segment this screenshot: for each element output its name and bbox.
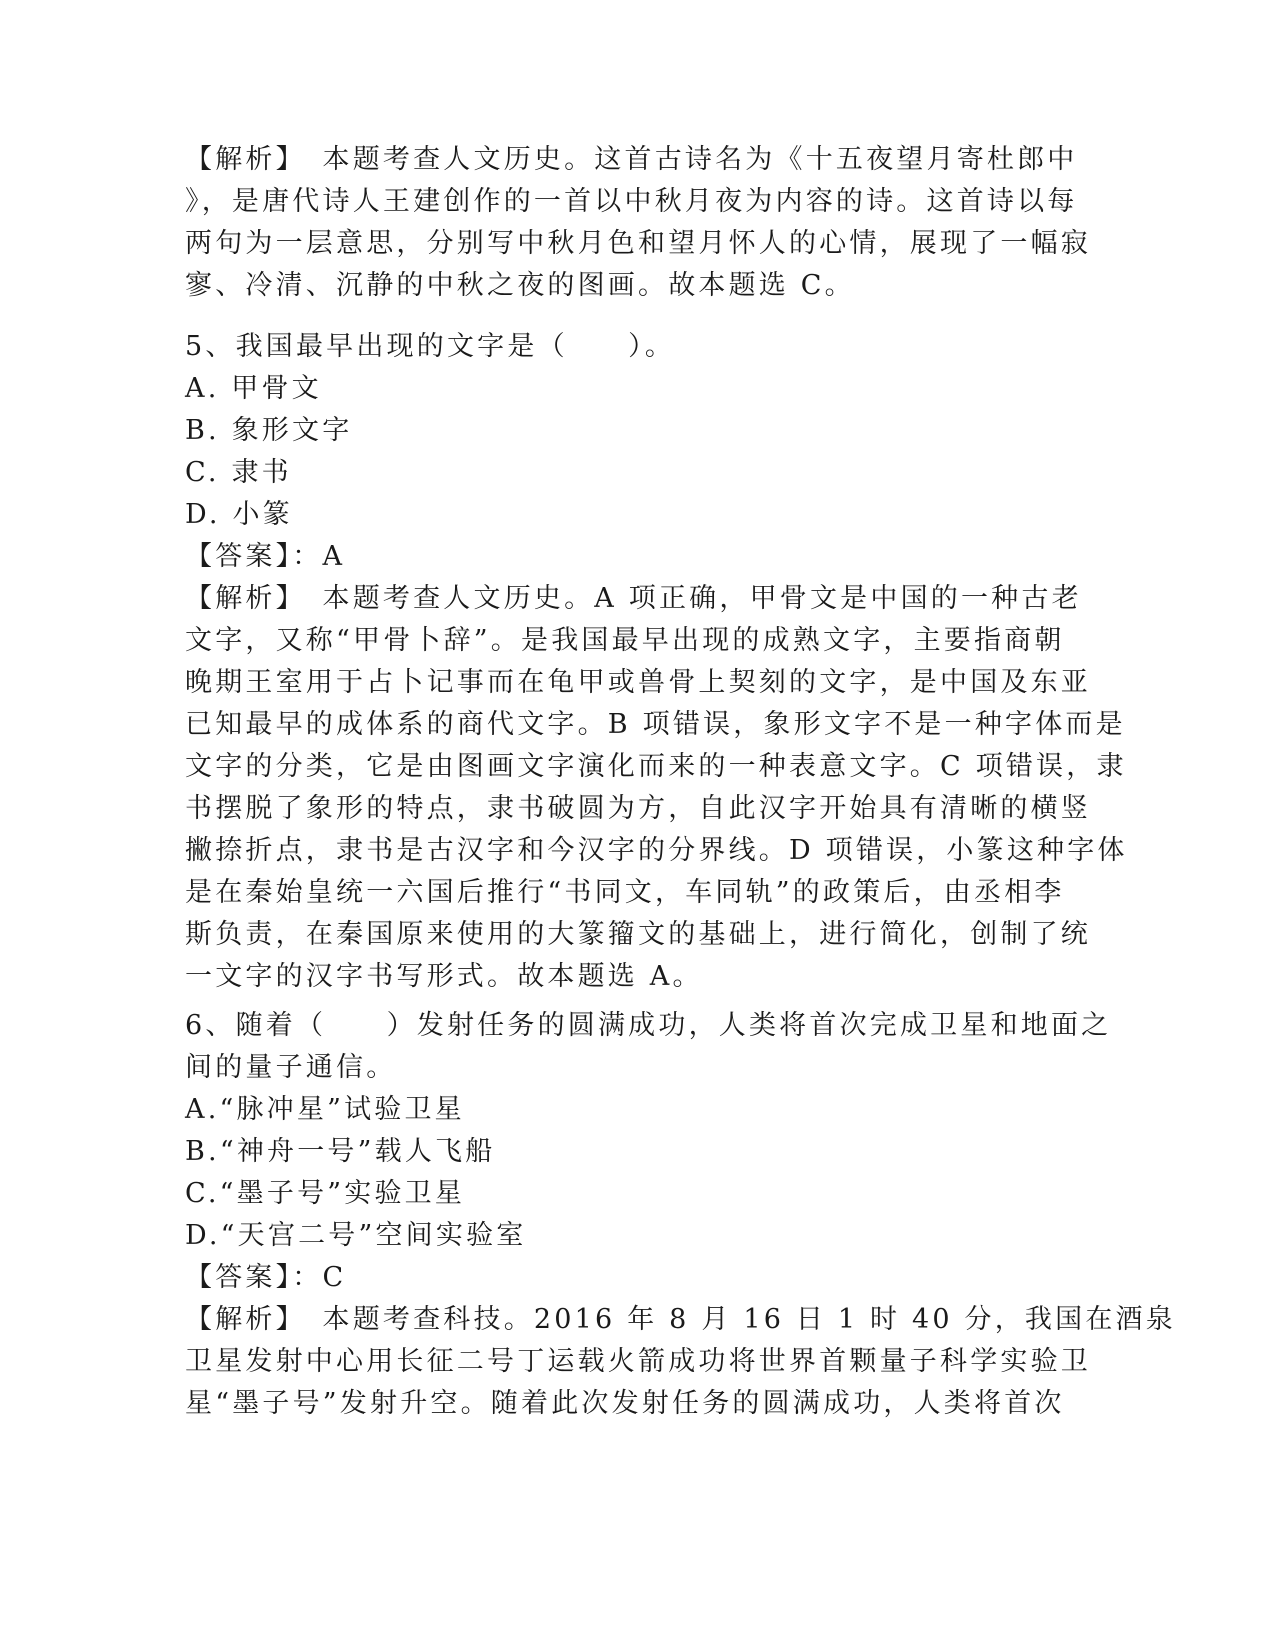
- analysis-line: 【解析】 本题考查科技。2016 年 8 月 16 日 1 时 40 分，我国在酒泉: [185, 1304, 1176, 1335]
- question-text: 5、我国最早出现的文字是（ ）。: [185, 331, 676, 362]
- analysis-line: 【解析】 本题考查人文历史。这首古诗名为《十五夜望月寄杜郎中: [185, 144, 1078, 175]
- analysis-line: 晚期王室用于占卜记事而在龟甲或兽骨上契刻的文字，是中国及东亚: [185, 667, 1091, 698]
- analysis-line: 卫星发射中心用长征二号丁运载火箭成功将世界首颗量子科学实验卫: [185, 1346, 1091, 1377]
- analysis-line: 撇捺折点，隶书是古汉字和今汉字的分界线。D 项错误，小篆这种字体: [185, 835, 1128, 866]
- answer-line: 【答案】：C: [185, 1262, 347, 1293]
- option-d: D.“天宫二号”空间实验室: [185, 1220, 527, 1251]
- option-c: C.“墨子号”实验卫星: [185, 1178, 466, 1209]
- question-text: 间的量子通信。: [185, 1052, 397, 1083]
- analysis-line: 是在秦始皇统一六国后推行“书同文，车同轨”的政策后，由丞相李: [185, 877, 1065, 908]
- option-b: B. 象形文字: [185, 415, 353, 446]
- option-c: C. 隶书: [185, 457, 292, 488]
- option-d: D. 小篆: [185, 499, 293, 530]
- option-b: B.“神舟一号”载人飞船: [185, 1136, 496, 1167]
- option-a: A.“脉冲星”试验卫星: [185, 1094, 465, 1125]
- analysis-line: 》，是唐代诗人王建创作的一首以中秋月夜为内容的诗。这首诗以每: [185, 186, 1078, 217]
- question-text: 6、随着（ ）发射任务的圆满成功，人类将首次完成卫星和地面之: [185, 1010, 1112, 1041]
- analysis-line: 文字，又称“甲骨卜辞”。是我国最早出现的成熟文字，主要指商朝: [185, 625, 1065, 656]
- analysis-line: 星“墨子号”发射升空。随着此次发射任务的圆满成功，人类将首次: [185, 1388, 1065, 1419]
- prev-analysis: [185, 139, 1091, 307]
- analysis-line: 斯负责，在秦国原来使用的大篆籀文的基础上，进行简化，创制了统: [185, 919, 1091, 950]
- analysis-line: 寥、冷清、沉静的中秋之夜的图画。故本题选 C。: [185, 270, 855, 301]
- option-a: A. 甲骨文: [185, 373, 322, 404]
- analysis-line: 两句为一层意思，分别写中秋月色和望月怀人的心情，展现了一幅寂: [185, 228, 1091, 259]
- analysis-line: 书摆脱了象形的特点，隶书破圆为方，自此汉字开始具有清晰的横竖: [185, 793, 1091, 824]
- analysis-line: 一文字的汉字书写形式。故本题选 A。: [185, 961, 703, 992]
- question-6: [185, 1005, 1176, 1425]
- analysis-line: 已知最早的成体系的商代文字。B 项错误，象形文字不是一种字体而是: [185, 709, 1126, 740]
- question-5: [185, 326, 1128, 998]
- analysis-line: 【解析】 本题考查人文历史。A 项正确，甲骨文是中国的一种古老: [185, 583, 1082, 614]
- analysis-line: 文字的分类，它是由图画文字演化而来的一种表意文字。C 项错误，隶: [185, 751, 1127, 782]
- answer-line: 【答案】：A: [185, 541, 346, 572]
